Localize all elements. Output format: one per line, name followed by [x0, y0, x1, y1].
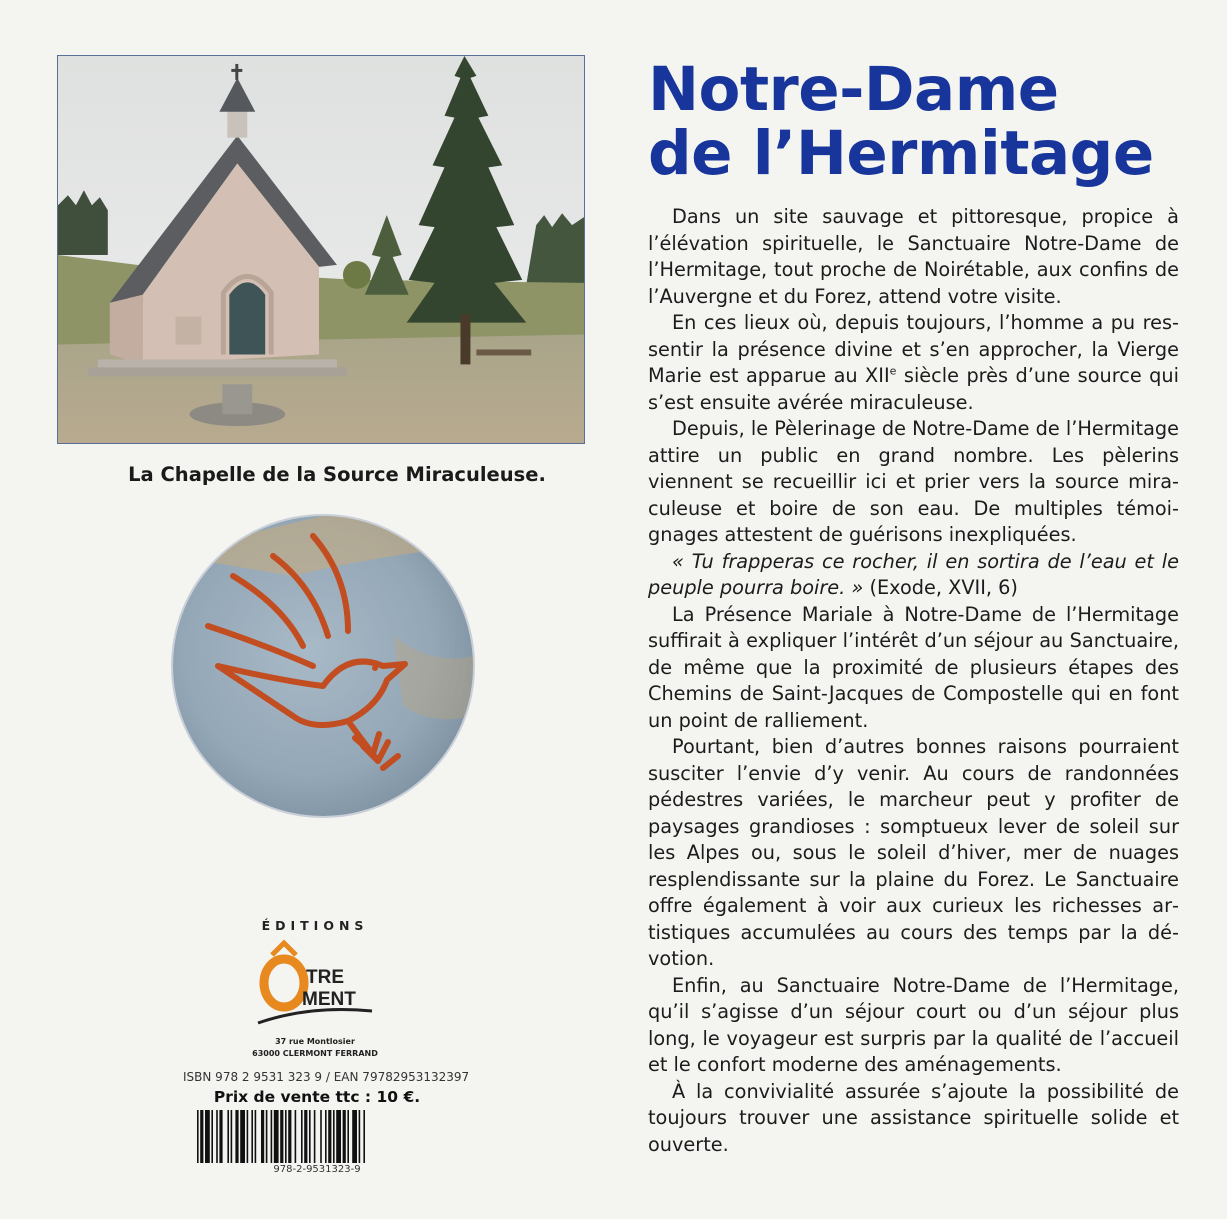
photo-caption: La Chapelle de la Source Miraculeuse.: [128, 463, 546, 486]
publisher-label: ÉDITIONS: [261, 918, 369, 933]
title-line-1: Notre-Dame: [648, 54, 1059, 125]
paragraph-2: En ces lieux où, depuis toujours, l’homme a pu ressentir la présence divine et s’en approcher, la Vierge Marie est apparue au XIIe siècle près d’une source qui s’est ensuite avérée miraculeuse.: [648, 311, 1179, 414]
publisher-address-2: 63000 CLERMONT FERRAND: [252, 1049, 378, 1058]
publisher-address-1: 37 rue Montlosier: [275, 1037, 355, 1046]
bible-reference: (Exode, XVII, 6): [863, 576, 1018, 599]
barcode: [197, 1110, 437, 1163]
paragraph-1: Dans un site sauvage et pittoresque, propice à l’élévation spirituelle, le Sanctuaire Notre-Dame de l’Hermitage, tout proche de Noirétable, aux confins de l’Auvergne et du Forez, attend votre visite.: [648, 205, 1179, 308]
otrement-logo: [250, 939, 380, 1031]
paragraph-6: Pourtant, bien d’autres bonnes raisons pourraient susciter l’envie d’y venir. Au cours de randonnées pédestres variées, le marcheur peut y profiter de paysages grandioses : somptueux lever de soleil sur les Alpes ou, sous le soleil d’hiver, mer de nuages resplendissante sur la plaine du Forez. Le Sanctuaire offre également à voir aux curieux les richesses artistiques accumulées au cours des temps par la dévotion.: [648, 735, 1179, 970]
barcode-number: 978-2-9531323-9: [273, 1164, 361, 1175]
chapel-photo: [57, 55, 585, 444]
body-text: [648, 204, 1179, 1158]
publisher-block: [190, 918, 440, 1059]
paragraph-5: La Présence Mariale à Notre-Dame de l’Hermitage suffirait à expliquer l’intérêt d’un séjour au Sanctuaire, de même que la proximité de plusieurs étapes des Chemins de Saint-Jacques de Compostelle qui en font un point de ralliement.: [648, 602, 1179, 732]
paragraph-3: Depuis, le Pèlerinage de Notre-Dame de l’Hermitage attire un public en grand nombre. Les pèlerins viennent se recueillir ici et prier vers la source miraculeuse et boire de son eau. De multiples témoignages attestent de guérisons inexpliquées.: [648, 417, 1179, 546]
logo-text-1: TRE: [306, 967, 344, 988]
page-title: [648, 54, 1208, 189]
price-line: Prix de vente ttc : 10 €.: [213, 1088, 421, 1106]
title-line-2: de l’Hermitage: [648, 118, 1154, 189]
isbn-line: ISBN 978 2 9531 323 9 / EAN 79782953132397: [183, 1070, 470, 1084]
bible-quote: « Tu frapperas ce rocher, il en sortira de l’eau et le peuple pourra boire. »: [648, 549, 1179, 599]
paragraph-7: Enfin, au Sanctuaire Notre-Dame de l’Hermitage, qu’il s’agisse d’un séjour court ou d’un séjour plus long, le voyageur est surpris par la qualité de l’accueil et le confort moderne des aménagements.: [648, 973, 1179, 1076]
logo-text-2: MENT: [302, 989, 356, 1010]
dove-medallion: [173, 516, 473, 816]
paragraph-8: À la convivialité assurée s’ajoute la possibilité de toujours trouver une assistance spirituelle solide et ouverte.: [648, 1079, 1179, 1156]
paragraph-4: [648, 549, 1179, 602]
